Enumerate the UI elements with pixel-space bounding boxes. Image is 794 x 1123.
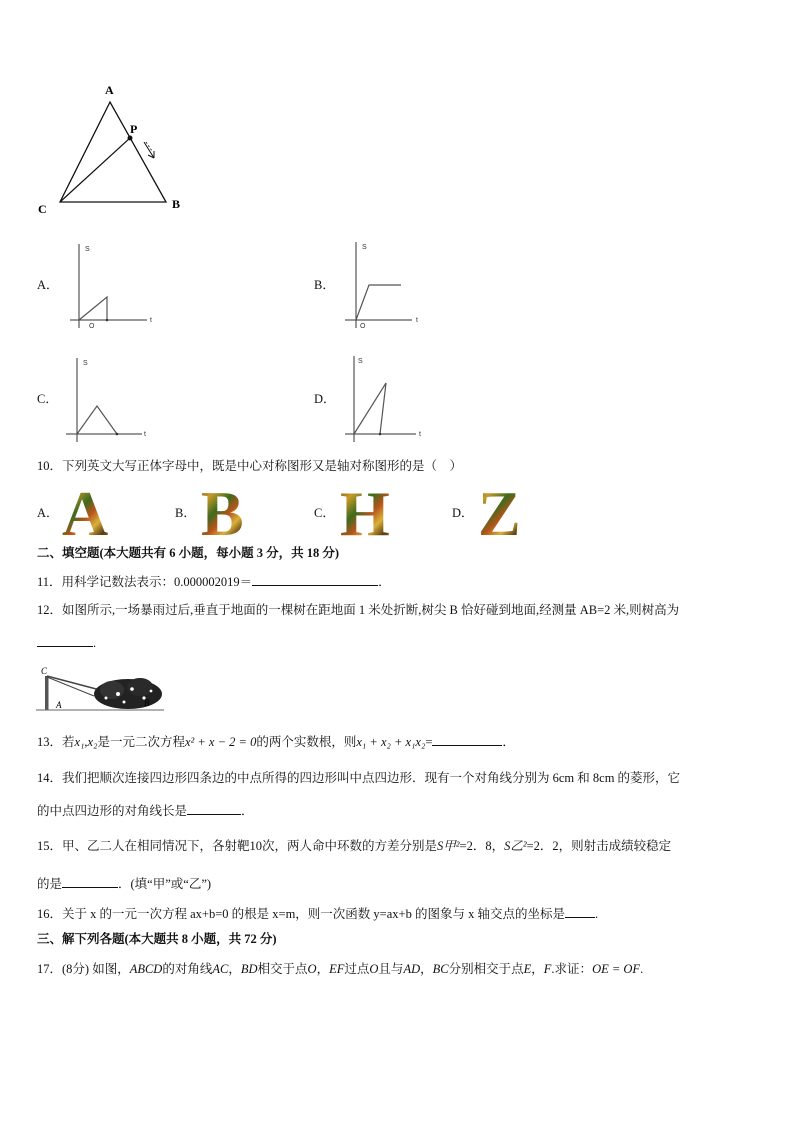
q16-line: [37, 905, 598, 922]
q15-value2: =2．2，则射击成绩较稳定: [526, 839, 672, 853]
q11-text: 11．用科学记数法表示：0.000002019＝: [37, 575, 253, 589]
graph-B-s-label: S: [362, 244, 367, 251]
q17-line: [37, 961, 643, 977]
q13-mid: 是一元二次方程: [97, 735, 185, 749]
q11-end: ．: [378, 575, 391, 589]
q17-t8: 分别相交于点: [448, 962, 524, 976]
option-A-label: A．: [37, 278, 59, 292]
q15-variance-jia: S甲²: [437, 839, 460, 853]
q11-answer-blank[interactable]: [252, 573, 378, 586]
triangle-figure: [30, 80, 200, 220]
q17-t11: .: [640, 962, 644, 976]
letter-Z-image: Z: [478, 478, 521, 549]
q13-equation: x² + x − 2 = 0: [184, 735, 257, 749]
q17-o2: O: [369, 962, 379, 976]
q17-ad: AD: [403, 962, 421, 976]
q17-t2: ，: [228, 962, 241, 976]
q15-text2: 的是: [37, 877, 63, 891]
q10-text: 10．下列英文大写正体字母中，既是中心对称图形又是轴对称图形的是（ ）: [37, 459, 463, 473]
q15-value1: =2．8，: [459, 839, 505, 853]
q17-bc: BC: [432, 962, 449, 976]
q17-ef: EF: [329, 962, 345, 976]
q17-f: F: [543, 962, 552, 976]
graph-option-A: [65, 238, 175, 330]
q10-option-a-label: A．: [37, 506, 59, 520]
q17-t5: 过点: [344, 962, 370, 976]
q16-answer-blank[interactable]: [565, 905, 595, 918]
q13-line: [37, 733, 515, 750]
q14-end: ．: [241, 804, 254, 818]
q17-t6: 且与: [378, 962, 404, 976]
graph-A-origin-label: O: [89, 323, 95, 330]
q14-text2: 的中点四边形的对角线长是: [37, 804, 188, 818]
q15-line1: [37, 838, 671, 854]
vertex-C-label: C: [38, 202, 47, 216]
graph-option-C: [62, 352, 172, 444]
q15-answer-blank[interactable]: [62, 875, 118, 888]
q15-text1: 15．甲、乙二人在相同情况下，各射靶10次，两人命中环数的方差分别是: [37, 839, 438, 853]
q17-t4: ，: [316, 962, 330, 976]
q17-t9: ，: [531, 962, 544, 976]
q16-text: 16．关于 x 的一元一次方程 ax+b=0 的根是 x=m，则一次函数 y=ax+b 的图象与 x 轴交点的坐标是: [37, 907, 565, 921]
q12-text: 12．如图所示,一场暴雨过后,垂直于地面的一棵树在距地面 1 米处折断,树尖 B 恰好碰到地面,经测量 AB=2 米,则树高为: [37, 603, 680, 617]
graph-D-t-label: t: [419, 431, 421, 438]
section-3-heading: 三、解下列各题(本大题共 8 小题，共 72 分): [37, 932, 277, 946]
q10-option-b-label: B．: [175, 506, 196, 520]
tree-B-label: B: [144, 698, 150, 708]
graph-C-s-label: S: [83, 360, 88, 367]
q17-ac: AC: [212, 962, 229, 976]
q17-t10: .求证：: [551, 962, 593, 976]
option-D-label: D．: [314, 392, 336, 406]
q17-abcd: ABCD: [129, 962, 163, 976]
q13-expression: x₁ + x₂ + x₁x₂: [356, 735, 426, 749]
q14-line2: [37, 802, 254, 819]
graph-B-t-label: t: [416, 317, 418, 324]
q17-t7: ，: [420, 962, 433, 976]
q14-answer-blank[interactable]: [187, 802, 241, 815]
q17-t3: 相交于点: [257, 962, 308, 976]
graph-A-s-label: S: [85, 246, 90, 253]
letter-A-image: A: [62, 478, 109, 549]
graph-D-s-label: S: [358, 358, 363, 365]
tree-A-label: A: [56, 700, 62, 710]
q10-option-d-label: D．: [452, 506, 474, 520]
graph-option-B: [340, 238, 450, 330]
point-P-label: P: [130, 122, 138, 136]
q17-bd: BD: [240, 962, 258, 976]
q14-line1: 14．我们把顺次连接四边形四条边的中点所得的四边形叫中点四边形．现有一个对角线分别为 6cm 和 8cm 的菱形，它: [37, 771, 681, 785]
q12-line2: [37, 634, 96, 651]
q13-equals: =: [425, 735, 433, 749]
q13-roots: x₁,x₂: [74, 735, 98, 749]
section-2-heading: 二、填空题(本大题共有 6 小题，每小题 3 分，共 18 分): [37, 546, 340, 560]
q13-end: ．: [502, 735, 515, 749]
q17-prefix: 17．(8分) 如图，: [37, 962, 130, 976]
graph-B-origin-label: O: [360, 323, 366, 330]
tree-C-label: C: [41, 666, 48, 676]
vertex-B-label: B: [172, 197, 181, 211]
q10-option-c-label: C．: [314, 506, 335, 520]
q13-answer-blank[interactable]: [432, 733, 502, 746]
q17-e: E: [523, 962, 532, 976]
option-B-label: B．: [314, 278, 335, 292]
graph-A-t-label: t: [150, 317, 152, 324]
q15-variance-yi: S乙²: [504, 839, 527, 853]
q17-t1: 的对角线: [162, 962, 213, 976]
option-C-label: C．: [37, 392, 58, 406]
q15-line2: [37, 875, 211, 892]
graph-option-D: [340, 352, 450, 444]
q11-line: [37, 573, 391, 590]
vertex-A-label: A: [105, 83, 114, 97]
q12-end: .: [93, 636, 97, 650]
q13-prefix: 13．若: [37, 735, 75, 749]
broken-tree-figure: [36, 662, 166, 714]
q13-mid2: 的两个实数根，则: [256, 735, 357, 749]
letter-B-image: B: [201, 478, 244, 549]
q12-answer-blank[interactable]: [37, 634, 93, 647]
q17-proof: OE = OF: [592, 962, 641, 976]
q16-end: .: [594, 907, 599, 921]
letter-H-image: H: [340, 478, 390, 549]
graph-C-t-label: t: [144, 431, 146, 438]
q17-o: O: [307, 962, 317, 976]
q15-text2-end: ．(填“甲”或“乙”): [118, 877, 212, 891]
